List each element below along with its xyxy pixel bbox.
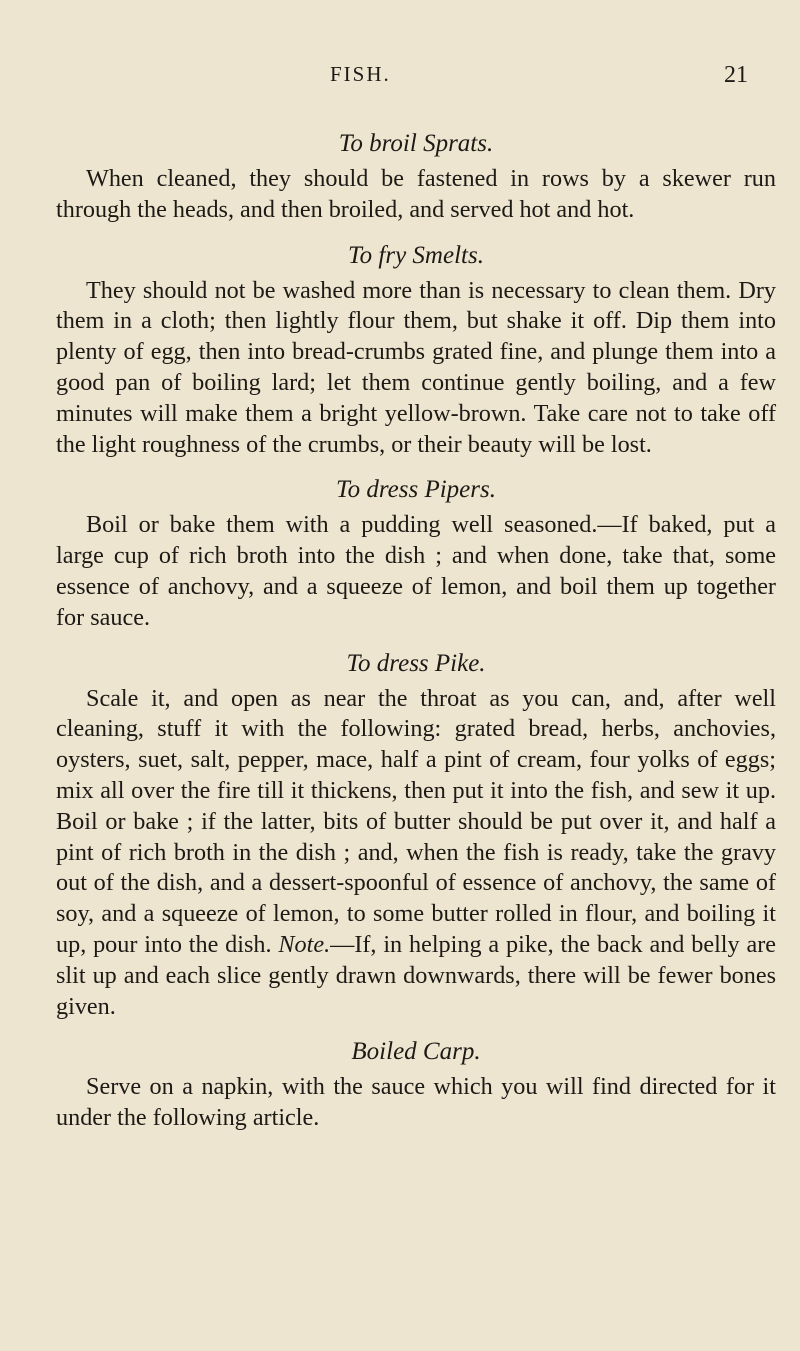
note-label: Note. [278,930,331,958]
recipe-boiled-carp [56,1036,776,1134]
page-content [56,128,776,1148]
recipe-body: Boil or bake them with a pudding well seasoned.—If baked, put a large cup of rich broth into the dish ; and when done, take that, some essence of anchovy, and a squeeze of lemon, and boil them up together for sauce. [56,511,776,631]
recipe-body: They should not be washed more than is necessary to clean them. Dry them in a cloth; then lightly flour them, but shake it off. Dip them into plenty of egg, then into bread-crumbs grated fine, and plunge them into a good pan of boiling lard; let them continue gently boiling, and a few minutes will make them a bright yellow-brown. Take care not to take off the light roughness of the crumbs, or their beauty will be lost. [56,276,776,458]
recipe-dress-pipers [56,474,776,633]
recipe-body: Serve on a napkin, with the sauce which you will find directed for it under the following article. [56,1073,776,1132]
recipe-title: To dress Pike. [346,649,486,677]
recipe-title: To broil Sprats. [338,130,494,157]
recipe-dress-pike [56,648,776,1023]
recipe-title: To fry Smelts. [348,241,484,269]
recipe-body-with-note [56,684,776,1023]
running-head [0,62,800,92]
recipe-body-text: Scale it, and open as near the throat as you can, and, after well cleaning, stuff it with the following: grated bread, herbs, anchovies, oysters, suet, salt, pepper, mace, half a pint of cream, four yolks of eggs; mix all over the fire till it thickens, then put it into the fish, and sew it up. Boil or bake ; if the latter, bits of butter should be put over it, and half a pint of rich broth in the dish ; and, when the fish is ready, take the gravy out of the dish, and a dessert-spoonful of essence of anchovy, the same of soy, and a squeeze of lemon, to some butter rolled in flour, and boiling it up, pour into the dish. [56,684,776,958]
recipe-title: Boiled Carp. [351,1038,481,1066]
note-text: —If, in helping a pike, the back and belly are slit up and each slice gently drawn downwards, there will be fewer bones given. [56,930,776,1020]
recipe-title: To dress Pipers. [336,476,496,504]
recipe-fry-smelts [56,240,776,461]
page-number: 21 [724,62,748,88]
recipe-body: When cleaned, they should be fastened in rows by a skewer run through the heads, and then broiled, and served hot and hot. [56,165,776,223]
recipe-broil-sprats [56,128,776,226]
running-head-title: FISH. [330,62,391,86]
